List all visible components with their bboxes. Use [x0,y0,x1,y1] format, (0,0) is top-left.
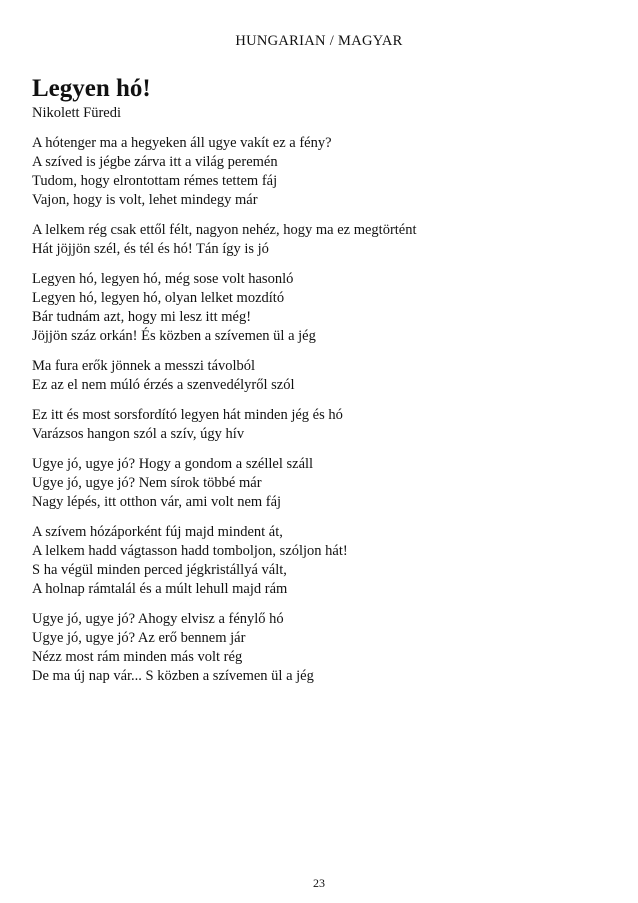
poem-line: A lelkem hadd vágtasson hadd tomboljon, szóljon hát! [32,543,348,559]
poem-line: Vajon, hogy is volt, lehet mindegy már [32,192,258,208]
poem-title: Legyen hó! [32,75,151,102]
poem-line: Ugye jó, ugye jó? Az erő bennem jár [32,630,246,646]
poem-line: S ha végül minden perced jégkristállyá vált, [32,562,287,578]
poem-line: A holnap rámtalál és a múlt lehull majd rám [32,581,288,597]
poem-line: A szívem hózáporként fúj majd mindent át, [32,524,283,540]
poem-line: Tudom, hogy elrontottam rémes tettem fáj [32,173,278,189]
stanza [32,134,612,210]
poem-line: Hát jöjjön szél, és tél és hó! Tán így is jó [32,241,269,257]
stanza [32,221,612,259]
poem-line: Legyen hó, legyen hó, olyan lelket mozdító [32,290,285,306]
poem-line: Varázsos hangon szól a szív, úgy hív [32,426,245,442]
poem-line: Legyen hó, legyen hó, még sose volt hasonló [32,271,294,287]
poem-line: Ma fura erők jönnek a messzi távolból [32,358,256,374]
poem-line: Bár tudnám azt, hogy mi lesz itt még! [32,309,252,325]
poem-line: Nagy lépés, itt otthon vár, ami volt nem fáj [32,494,282,510]
poem-line: Ugye jó, ugye jó? Nem sírok többé már [32,475,262,491]
poem-author: Nikolett Füredi [32,105,122,121]
poem-line: Ez az el nem múló érzés a szenvedélyről szól [32,377,295,393]
poem-stanzas [32,134,612,686]
poem-line: Jöjjön száz orkán! És közben a szívemen ül a jég [32,328,316,344]
poem-line: Ugye jó, ugye jó? Ahogy elvisz a fénylő hó [32,611,284,627]
poem-line: Ez itt és most sorsfordító legyen hát minden jég és hó [32,407,343,423]
poem-line: Nézz most rám minden más volt rég [32,649,243,665]
poem-line: A szíved is jégbe zárva itt a világ peremén [32,154,278,170]
stanza [32,270,612,346]
stanza [32,523,612,599]
stanza [32,357,612,395]
poem-line: Ugye jó, ugye jó? Hogy a gondom a széllel száll [32,456,314,472]
stanza [32,610,612,686]
poem-line: A hótenger ma a hegyeken áll ugye vakít ez a fény? [32,135,332,151]
poem-body [32,74,612,697]
poem-line: De ma új nap vár... S közben a szívemen ül a jég [32,668,314,684]
running-header: HUNGARIAN / MAGYAR [235,33,403,49]
stanza [32,406,612,444]
poem-line: A lelkem rég csak ettől félt, nagyon nehéz, hogy ma ez megtörtént [32,222,417,238]
stanza [32,455,612,512]
page-number: 23 [313,876,325,890]
